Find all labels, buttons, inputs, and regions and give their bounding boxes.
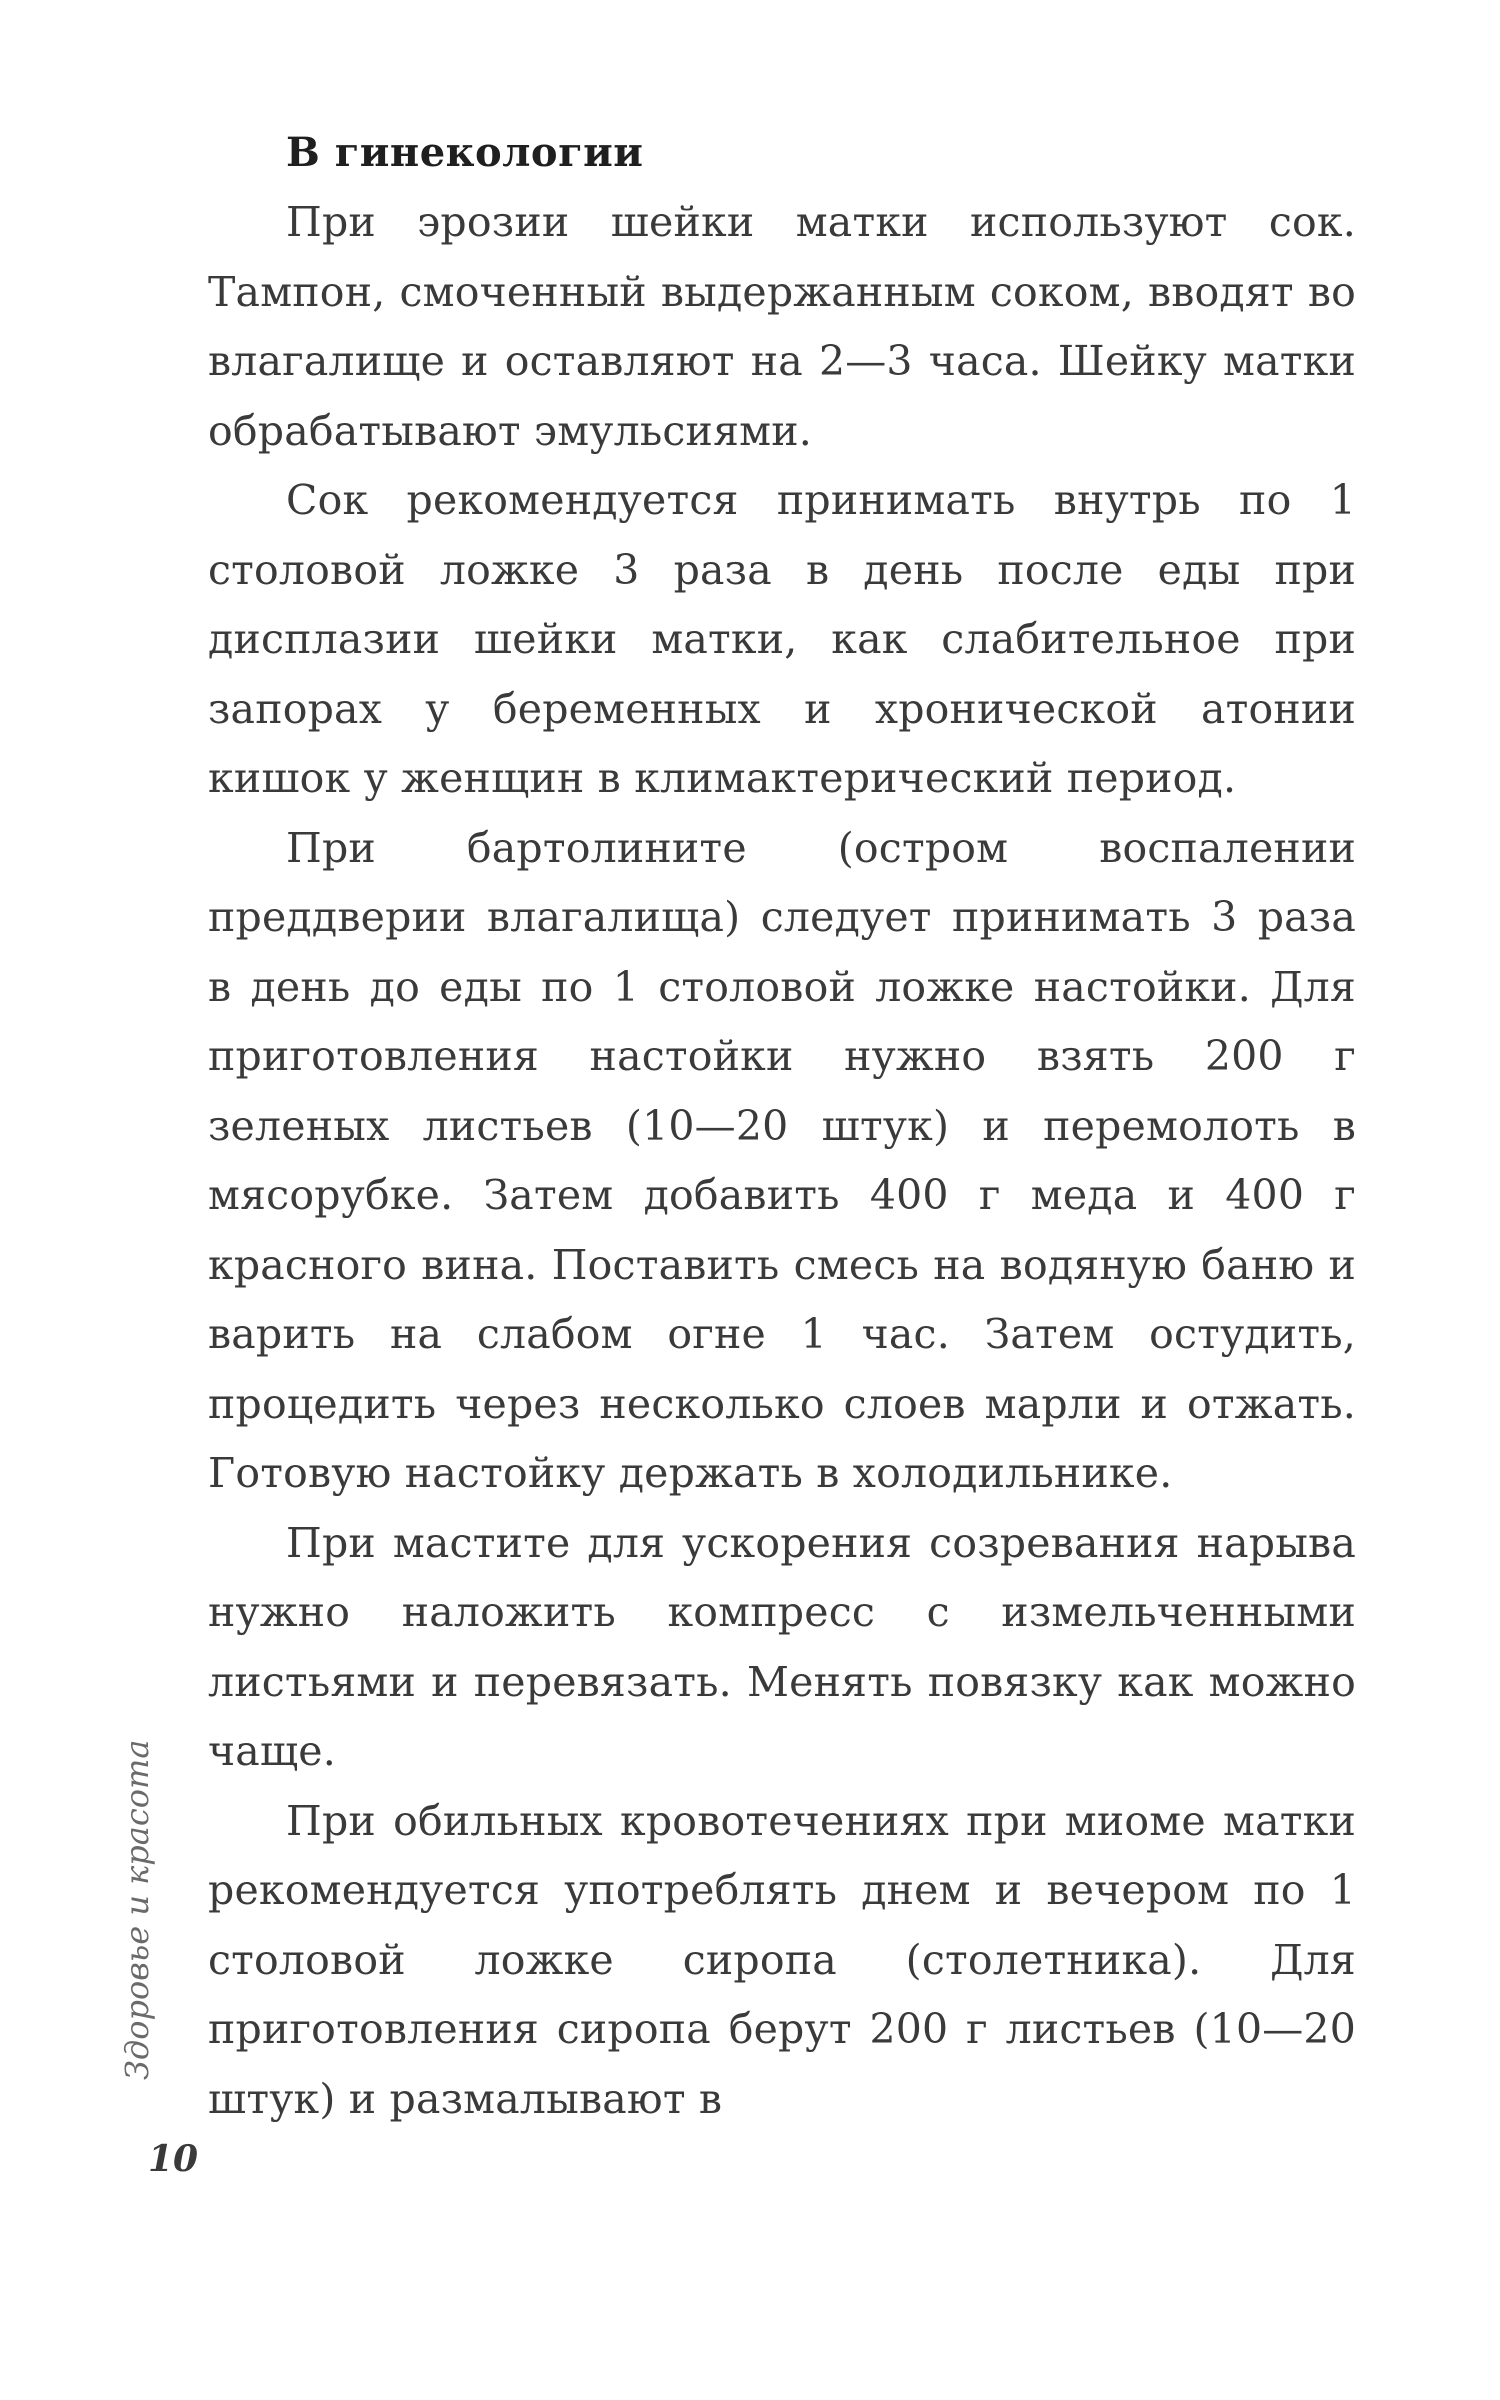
section-heading: В гинекологии [286, 129, 644, 176]
paragraph-juice-dosage: Сок рекомендуется принимать внутрь по 1 столовой ложке 3 раза в день после еды при дисплазии шейки матки, как слабительное при запорах у беременных и хронической атонии кишок у женщин в климактерический период. [208, 476, 1356, 802]
paragraph-bartholinitis: При бартолините (остром воспалении преддверии влагалища) следует принимать 3 раза в день до еды по 1 столовой ложке настойки. Для приготовления настойки нужно взять 200 г зеленых листьев (10—20 штук) и перемолоть в мясорубке. Затем добавить 400 г меда и 400 г красного вина. Поставить смесь на водяную баню и варить на слабом огне 1 час. Затем остудить, процедить через несколько слоев марли и отжать. Готовую настойку держать в холодильнике. [208, 823, 1356, 1497]
paragraph-bleeding: При обильных кровотечениях при миоме матки рекомендуется употреблять днем и вечером по 1 столовой ложке сиропа (столетника). Для приготовления сиропа берут 200 г листьев (10—20 штук) и размалывают в [208, 1796, 1356, 2123]
page-number: 10 [148, 2138, 199, 2180]
paragraph-erosion: При эрозии шейки матки используют сок. Тампон, смоченный выдержанным соком, вводят во влагалище и оставляют на 2—3 часа. Шейку матки обрабатывают эмульсиями. [208, 198, 1356, 455]
page-body [208, 118, 1356, 2134]
paragraph-mastitis: При мастите для ускорения созревания нарыва нужно наложить компресс с измельченными листьями и перевязать. Менять повязку как можно чаще. [208, 1518, 1356, 1775]
running-title: Здоровье и красота [118, 1739, 156, 2080]
